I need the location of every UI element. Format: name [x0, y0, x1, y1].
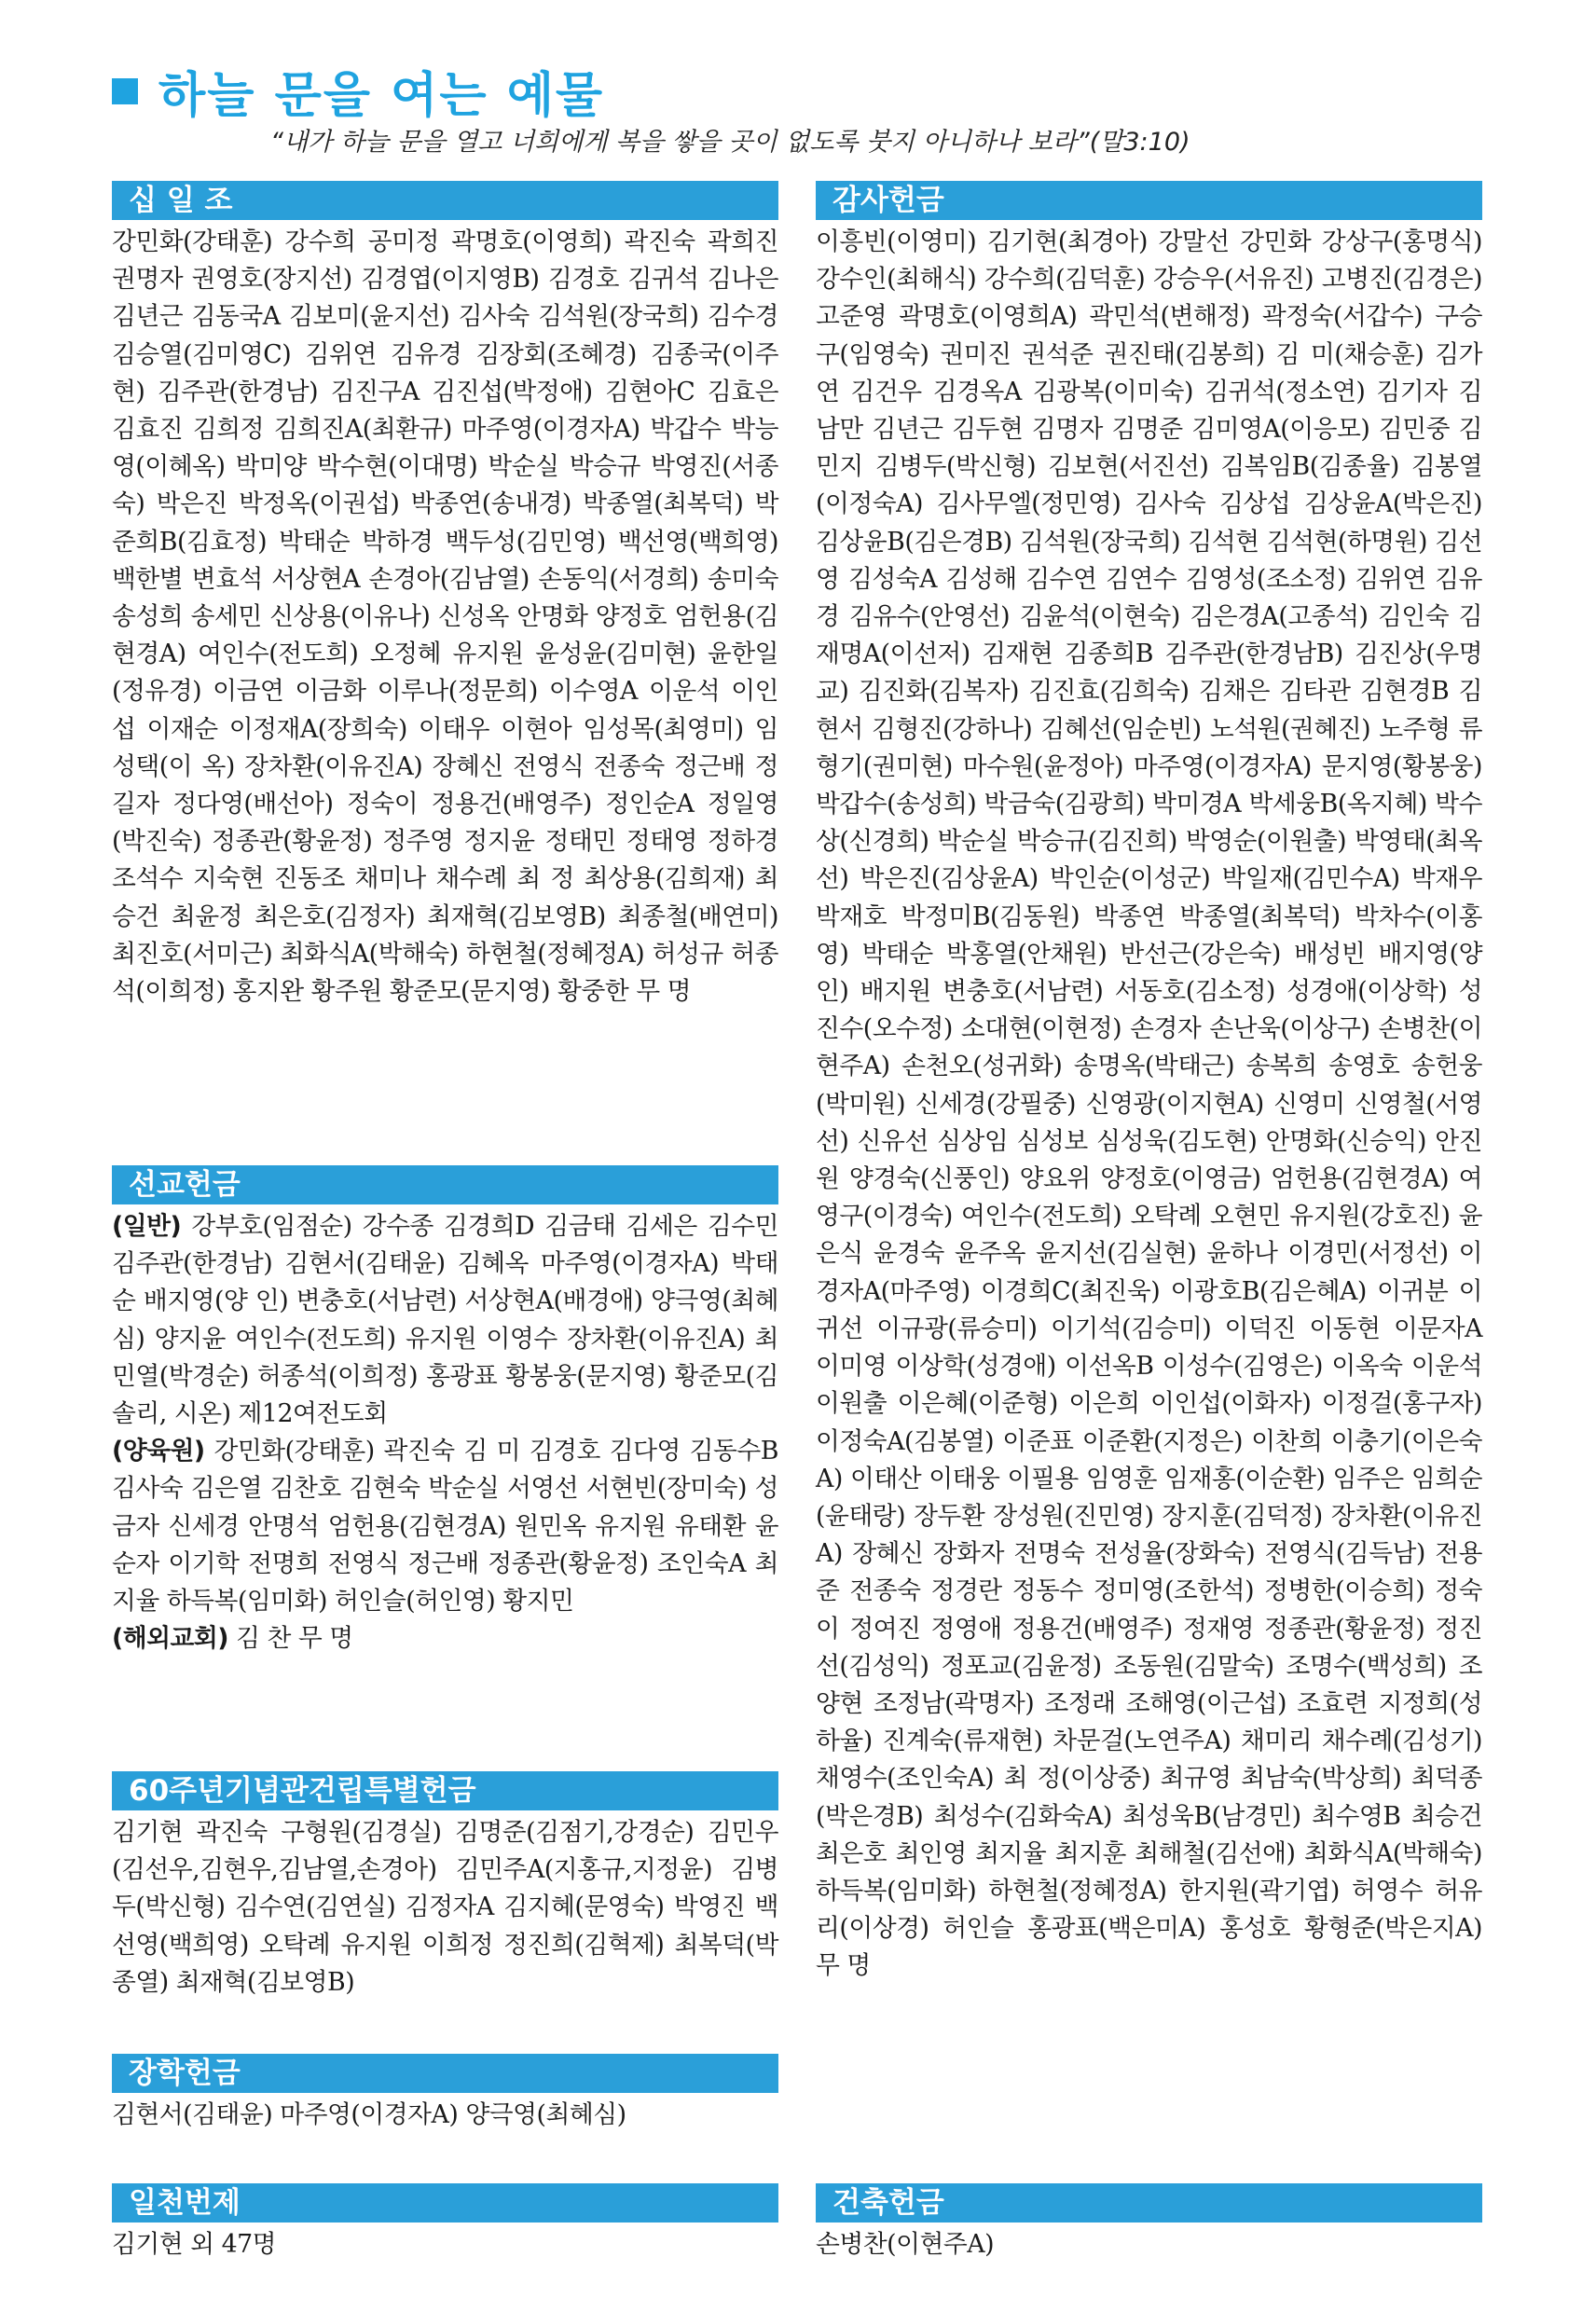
square-bullet-icon — [112, 78, 138, 104]
anniversary-heading: 60주년기념관건립특별헌금 — [112, 1771, 778, 1810]
mission-general-label: (일반) — [112, 1212, 182, 1241]
mission-overseas-label: (해외교회) — [112, 1624, 229, 1654]
scholarship-list: 김현서(김태윤) 마주영(이경자A) 양극영(최혜심) — [112, 2100, 626, 2129]
tithe-heading: 십 일 조 — [112, 181, 778, 220]
scholarship-heading: 장학헌금 — [112, 2054, 778, 2093]
page-title — [112, 56, 1492, 126]
building-section — [816, 2183, 1482, 2264]
building-heading: 건축헌금 — [816, 2183, 1482, 2223]
ilcheon-section — [112, 2183, 778, 2264]
mission-overseas-text: 김 찬 무 명 — [228, 1624, 353, 1654]
title-text: 하늘 문을 여는 예물 — [158, 68, 605, 124]
mission-heading: 선교헌금 — [112, 1165, 778, 1204]
mission-nursing-label: (양육원) — [112, 1437, 205, 1466]
tithe-list: 강민화(강태훈) 강수희 공미정 곽명호(이영희) 곽진숙 곽희진 권명자 권영호(장지선) 김경엽(이지영B) 김경호 김귀석 김나은 김년근 김동국A 김보미(윤지선) 김사숙 김석원(장국희) 김수경 김승열(김미영C) 김위연 김유경 김장회(조혜경) 김종국(이주현) 김주관(한경남) 김진구A 김진섭(박정애) 김현아C 김효은 김효진 김희정 김희진A(최환규) 마주영(이경자A) 박갑수 박능영(이혜옥) 박미양 박수현(이대명) 박순실 박승규 박영진(서종숙) 박은진 박정옥(이권섭) 박종연(송내경) 박종열(최복덕) 박준희B(김효정) 박태순 박하경 백두성(김민영) 백선영(백희영) 백한별 변효석 서상현A 손경아(김남열) 손동익(서경희) 송미숙 송성희 송세민 신상용(이유나) 신성옥 안명화 양정호 엄헌용(김현경A) 여인수(전도희) 오정혜 유지원 윤성윤(김미현) 윤한일(정유경) 이금연 이금화 이루나(정문희) 이수영A 이운석 이인섭 이재순 이정재A(장희숙) 이태우 이현아 임성목(최영미) 임성택(이 옥) 장차환(이유진A) 장혜신 전영식 전종숙 정근배 정길자 정다영(배선아) 정숙이 정용건(배영주) 정인순A 정일영(박진숙) 정종관(황윤정) 정주영 정지윤 정태민 정태영 정하경 조석수 지숙현 진동조 채미나 채수례 최 정 최상용(김희재) 최승건 최윤정 최은호(김정자) 최재혁(김보영B) 최종철(배연미) 최진호(서미근) 최화식A(박해숙) 하현철(정혜정A) 허성규 허종석(이희정) 홍지완 황주원 황준모(문지영) 황중한 무 명 — [112, 227, 779, 1007]
scripture-quote: “내가 하늘 문을 열고 너희에게 복을 쌓을 곳이 없도록 붓지 아니하나 보라”(말3:10) — [270, 128, 1190, 157]
thanks-heading: 감사헌금 — [816, 181, 1482, 220]
mission-list — [112, 1208, 778, 1658]
anniversary-section — [112, 1771, 778, 2002]
anniversary-list: 김기현 곽진숙 구형원(김경실) 김명준(김점기,강경순) 김민우(김선우,김현우,김남열,손경아) 김민주A(지홍규,지정윤) 김병두(박신형) 김수연(김연실) 김정자A 김지혜(문영숙) 박영진 백선영(백희영) 오탁례 유지원 이희정 정진희(김혁제) 최복덕(박종열) 최재혁(김보영B) — [112, 1818, 778, 1997]
tithe-section — [112, 181, 778, 1011]
scholarship-section — [112, 2054, 778, 2134]
ilcheon-heading: 일천번제 — [112, 2183, 778, 2223]
thanks-section — [816, 181, 1482, 1986]
ilcheon-list: 김기현 외 47명 — [112, 2230, 277, 2259]
mission-general-text: 강부호(임점순) 강수종 김경희D 김금태 김세은 김수민 김주관(한경남) 김현서(김태윤) 김혜옥 마주영(이경자A) 박태순 배지영(양 인) 변충호(서남련) 서상현A(배경애) 양극영(최혜심) 양지윤 여인수(전도희) 유지원 이영수 장차환(이유진A) 최민열(박경순) 허종석(이희정) 홍광표 황봉웅(문지영) 황준모(김솔리, 시온) 제12여전도회 — [112, 1212, 778, 1429]
thanks-list: 이흥빈(이영미) 김기현(최경아) 강말선 강민화 강상구(홍명식) 강수인(최해식) 강수희(김덕훈) 강승우(서유진) 고병진(김경은) 고준영 곽명호(이영희A) 곽민석(변해정) 곽정숙(서갑수) 구승구(임영숙) 권미진 권석준 권진태(김봉희) 김 미(채승훈) 김가연 김건우 김경옥A 김광복(이미숙) 김귀석(정소연) 김기자 김남만 김년근 김두현 김명자 김명준 김미영A(이응모) 김민중 김민지 김병두(박신형) 김보현(서진선) 김복임B(김종율) 김봉열(이정숙A) 김사무엘(정민영) 김사숙 김상섭 김상윤A(박은진) 김상윤B(김은경B) 김석원(장국희) 김석현 김석현(하명원) 김선영 김성숙A 김성해 김수연 김연수 김영성(조소정) 김위연 김유경 김유수(안영선) 김윤석(이현숙) 김은경A(고종석) 김인숙 김재명A(이선저) 김재현 김종희B 김주관(한경남B) 김진상(우명교) 김진화(김복자) 김진효(김희숙) 김채은 김타관 김현경B 김현서 김형진(강하나) 김혜선(임순빈) 노석원(권혜진) 노주형 류형기(권미현) 마수원(윤정아) 마주영(이경자A) 문지영(황봉웅) 박갑수(송성희) 박금숙(김광희) 박미경A 박세웅B(옥지혜) 박수상(신경희) 박순실 박승규(김진희) 박영순(이원출) 박영태(최옥선) 박은진(김상윤A) 박인순(이성군) 박일재(김민수A) 박재우 박재호 박정미B(김동원) 박종연 박종열(최복덕) 박차수(이홍영) 박태순 박홍열(안채원) 반선근(강은숙) 배성빈 배지영(양 인) 배지원 변충호(서남련) 서동호(김소정) 성경애(이상학) 성진수(오수정) 소대현(이현정) 손경자 손난욱(이상구) 손병찬(이현주A) 손천오(성귀화) 송명옥(박태근) 송복희 송영호 송헌웅(박미원) 신세경(강필중) 신영광(이지현A) 신영미 신영철(서영선) 신유선 심상임 심성보 심성욱(김도현) 안명화(신승익) 안진원 양경숙(신풍인) 양요위 양정호(이영금) 엄헌용(김현경A) 여영구(이경숙) 여인수(전도희) 오탁례 오현민 유지원(강호진) 윤은식 윤경숙 윤주옥 윤지선(김실현) 윤하나 이경민(서정선) 이경자A(마주영) 이경희C(최진욱) 이광호B(김은혜A) 이귀분 이귀선 이규광(류승미) 이기석(김승미) 이덕진 이동현 이문자A 이미영 이상학(성경애) 이선옥B 이성수(김영은) 이옥숙 이운석 이원출 이은혜(이준형) 이은희 이인섭(이화자) 이정걸(홍구자) 이정숙A(김봉열) 이준표 이준환(지정은) 이찬희 이충기(이은숙A) 이태산 이태웅 이필용 임영훈 임재홍(이순환) 임주은 임희순(윤태랑) 장두환 장성원(진민영) 장지훈(김덕정) 장차환(이유진A) 장혜신 장화자 전명숙 전성율(장화숙) 전영식(김득남) 전용준 전종숙 정경란 정동수 정미영(조한석) 정병한(이승희) 정숙이 정여진 정영애 정용건(배영주) 정재영 정종관(황윤정) 정진선(김성익) 정포교(김윤정) 조동원(김말숙) 조명수(백성희) 조양현 조정남(곽명자) 조정래 조해영(이근섭) 조효련 지정희(성하율) 진계숙(류재현) 차문걸(노연주A) 채미리 채수례(김성기) 채영수(조인숙A) 최 정(이상중) 최규영 최남숙(박상희) 최덕종(박은경B) 최성수(김화숙A) 최성욱B(남경민) 최수영B 최승건 최은호 최인영 최지율 최지훈 최해철(김선애) 최화식A(박해숙) 하득복(임미화) 하현철(정혜정A) 한지원(곽기엽) 허영수 허유리(이상경) 허인슬 홍광표(백은미A) 홍성호 황형준(박은지A) 무 명 — [816, 227, 1482, 1981]
building-list: 손병찬(이현주A) — [816, 2230, 995, 2259]
mission-nursing-text: 강민화(강태훈) 곽진숙 김 미 김경호 김다영 김동수B 김사숙 김은열 김찬호 김현숙 박순실 서영선 서현빈(장미숙) 성금자 신세경 안명석 엄헌용(김현경A) 원민옥 유지원 유태환 윤순자 이기학 전명희 전영식 정근배 정종관(황윤정) 조인숙A 최지율 하득복(임미화) 허인슬(허인영) 황지민 — [112, 1437, 778, 1617]
mission-section — [112, 1165, 778, 1658]
